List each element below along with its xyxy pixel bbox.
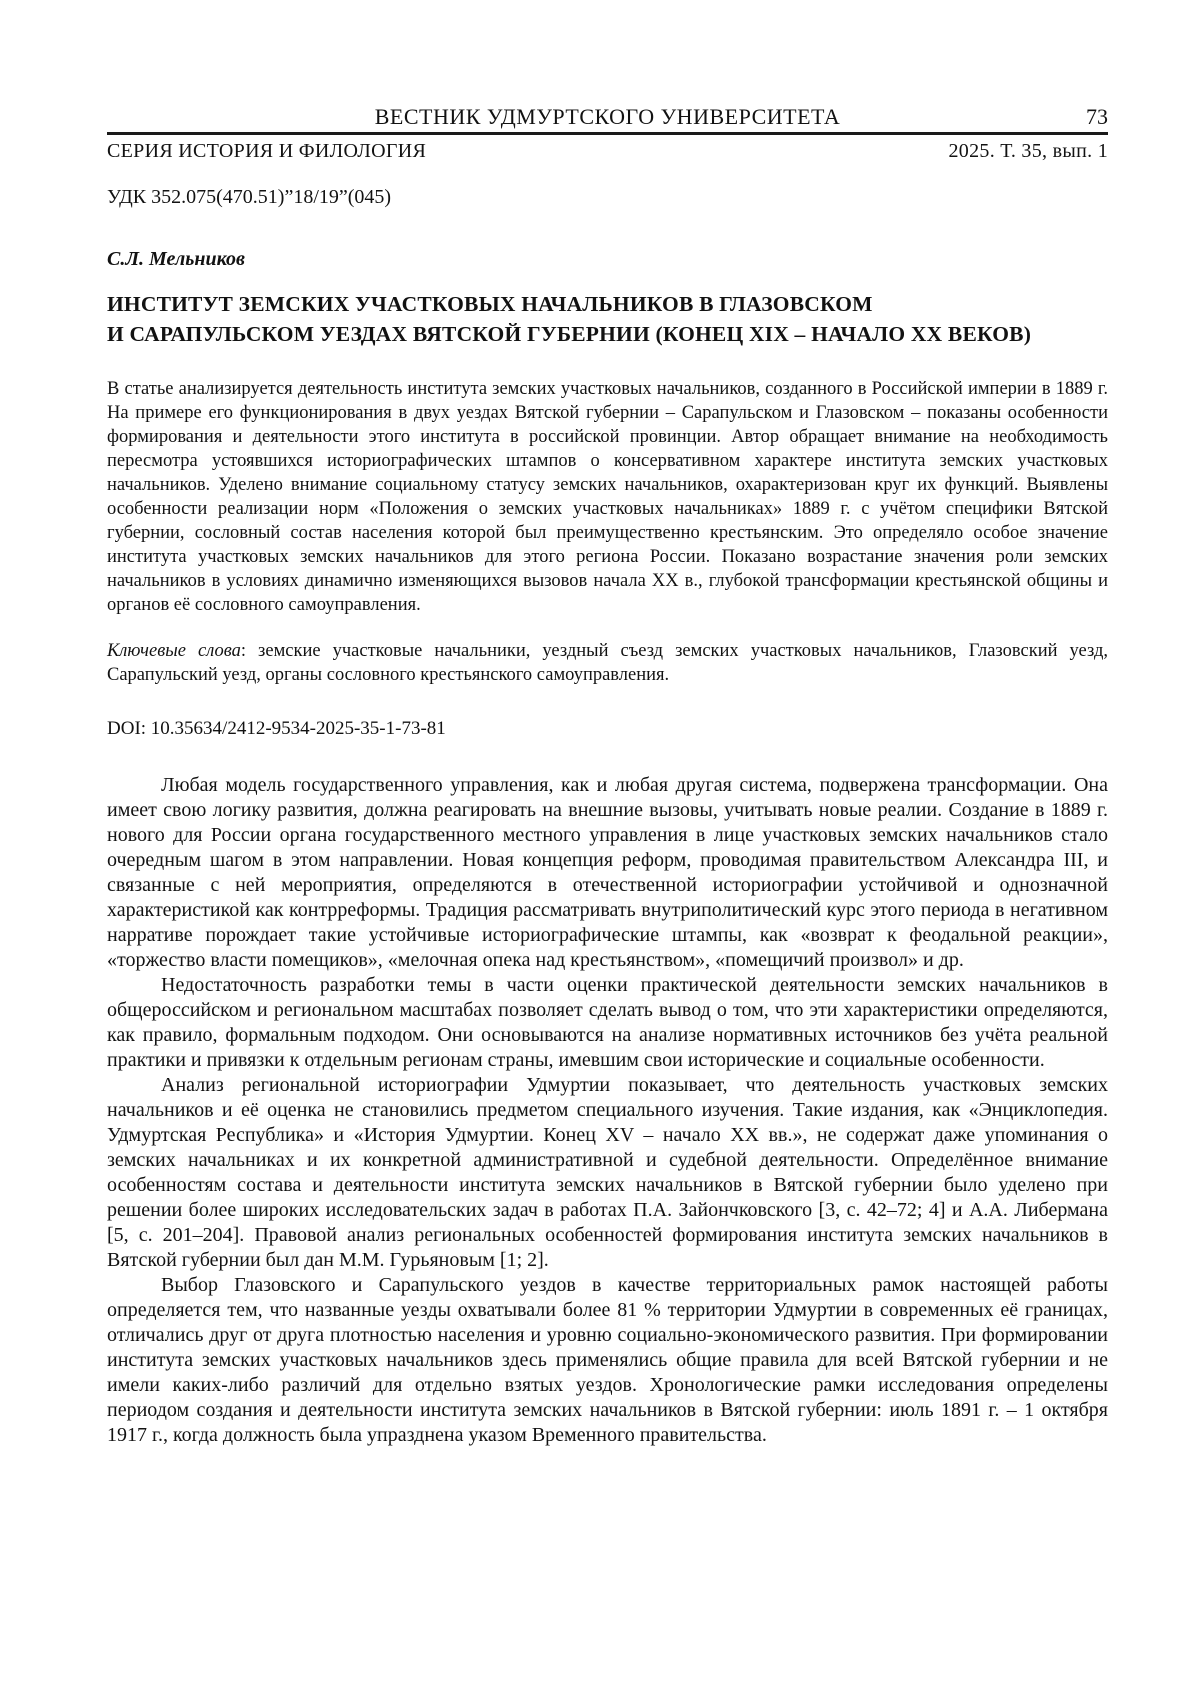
page-number: 73 (1086, 104, 1108, 129)
article-title (107, 289, 1108, 349)
journal-title-row (107, 104, 1108, 130)
author-name: С.Л. Мельников (107, 248, 245, 270)
issue-info: 2025. Т. 35, вып. 1 (948, 140, 1108, 162)
article-body (107, 773, 1108, 1448)
body-paragraph-3: Анализ региональной историографии Удмуртии показывает, что деятельность участковых земских начальников и её оценка не становились предметом специального изучения. Такие издания, как «Энциклопедия. Удмуртская Республика» и «История Удмуртии. Конец XV – начало XX вв.», не содержат даже упоминания о земских начальниках и их конкретной административной и судебной деятельности. Определённое внимание особенностям состава и деятельности института земских начальников в Вятской губернии было уделено при решении более широких исследовательских задач в работах П.А. Зайончковского [3, с. 42–72; 4] и А.А. Либермана [5, с. 201–204]. Правовой анализ региональных особенностей формирования института земских начальников в Вятской губернии был дан М.М. Гурьяновым [1; 2]. (107, 1074, 1108, 1271)
article-title-line-1: ИНСТИТУТ ЗЕМСКИХ УЧАСТКОВЫХ НАЧАЛЬНИКОВ В ГЛАЗОВСКОМ (107, 292, 873, 316)
udc-code: УДК 352.075(470.51)”18/19”(045) (107, 186, 392, 208)
abstract-text: В статье анализируется деятельность института земских участковых начальников, созданного в Российской империи в 1889 г. На примере его функционирования в двух уездах Вятской губернии – Сарапульском и Глазовском – показаны особенности формирования и деятельности этого института в российской провинции. Автор обращает внимание на необходимость пересмотра устоявшихся историографических штампов о консервативном характере института земских участковых начальников. Уделено внимание социальному статусу земских начальников, охарактеризован круг их функций. Выявлены особенности реализации норм «Положения о земских участковых начальниках» 1889 г. с учётом специфики Вятской губернии, сословный состав населения которой был преимущественно крестьянским. Это определяло особое значение института участковых земских начальников для этого региона России. Показано возрастание значения роли земских начальников в условиях динамично изменяющихся вызовов начала XX в., глубокой трансформации крестьянской общины и органов её сословного самоуправления. (107, 379, 1108, 615)
journal-title: ВЕСТНИК УДМУРТСКОГО УНИВЕРСИТЕТА (374, 104, 841, 129)
keywords-label: Ключевые слова (107, 641, 241, 661)
series-title: СЕРИЯ ИСТОРИЯ И ФИЛОЛОГИЯ (107, 140, 427, 162)
doi-line: DOI: 10.35634/2412-9534-2025-35-1-73-81 (107, 718, 446, 739)
body-paragraph-1: Любая модель государственного управления, как и любая другая система, подвержена трансформации. Она имеет свою логику развития, должна реагировать на внешние вызовы, учитывать новые реалии. Создание в 1889 г. нового для России органа государственного местного управления в лице участковых земских начальников стало очередным шагом в этом направлении. Новая концепция реформ, проводимая правительством Александра III, и связанные с ней мероприятия, определяются в отечественной историографии устойчивой и однозначной характеристикой как контрреформы. Традиция рассматривать внутриполитический курс этого периода в негативном нарративе порождает такие устойчивые историографические штампы, как «возврат к феодальной реакции», «торжество власти помещиков», «мелочная опека над крестьянством», «помещичий произвол» и др. (107, 774, 1108, 971)
body-paragraph-4: Выбор Глазовского и Сарапульского уездов в качестве территориальных рамок настоящей работы определяется тем, что названные уезды охватывали более 81 % территории Удмуртии в современных её границах, отличались друг от друга плотностью населения и уровню социально-экономического развития. При формировании института земских участковых начальников здесь применялись общие правила для всей Вятской губернии и не имели каких-либо различий для отдельно взятых уездов. Хронологические рамки исследования определены периодом создания и деятельности института земских начальников в Вятской губернии: июль 1891 г. – 1 октября 1917 г., когда должность была упразднена указом Временного правительства. (107, 1274, 1108, 1446)
article-title-line-2: И САРАПУЛЬСКОМ УЕЗДАХ ВЯТСКОЙ ГУБЕРНИИ (КОНЕЦ XIX – НАЧАЛО XX ВЕКОВ) (107, 322, 1032, 346)
body-paragraph-2: Недостаточность разработки темы в части оценки практической деятельности земских начальников в общероссийском и региональном масштабах позволяет сделать вывод о том, что эти характеристики определяются, как правило, формальным подходом. Они основываются на анализе нормативных источников без учёта реальной практики и привязки к отдельным регионам страны, имевшим свои исторические и социальные особенности. (107, 974, 1108, 1071)
running-head (107, 104, 1108, 163)
header-rule (107, 132, 1108, 135)
series-row (107, 139, 1108, 163)
keywords-text: : земские участковые начальники, уездный съезд земских участковых начальников, Глазовский уезд, Сарапульский уезд, органы сословного крестьянского самоуправления. (107, 641, 1108, 685)
keywords-block (107, 639, 1108, 687)
